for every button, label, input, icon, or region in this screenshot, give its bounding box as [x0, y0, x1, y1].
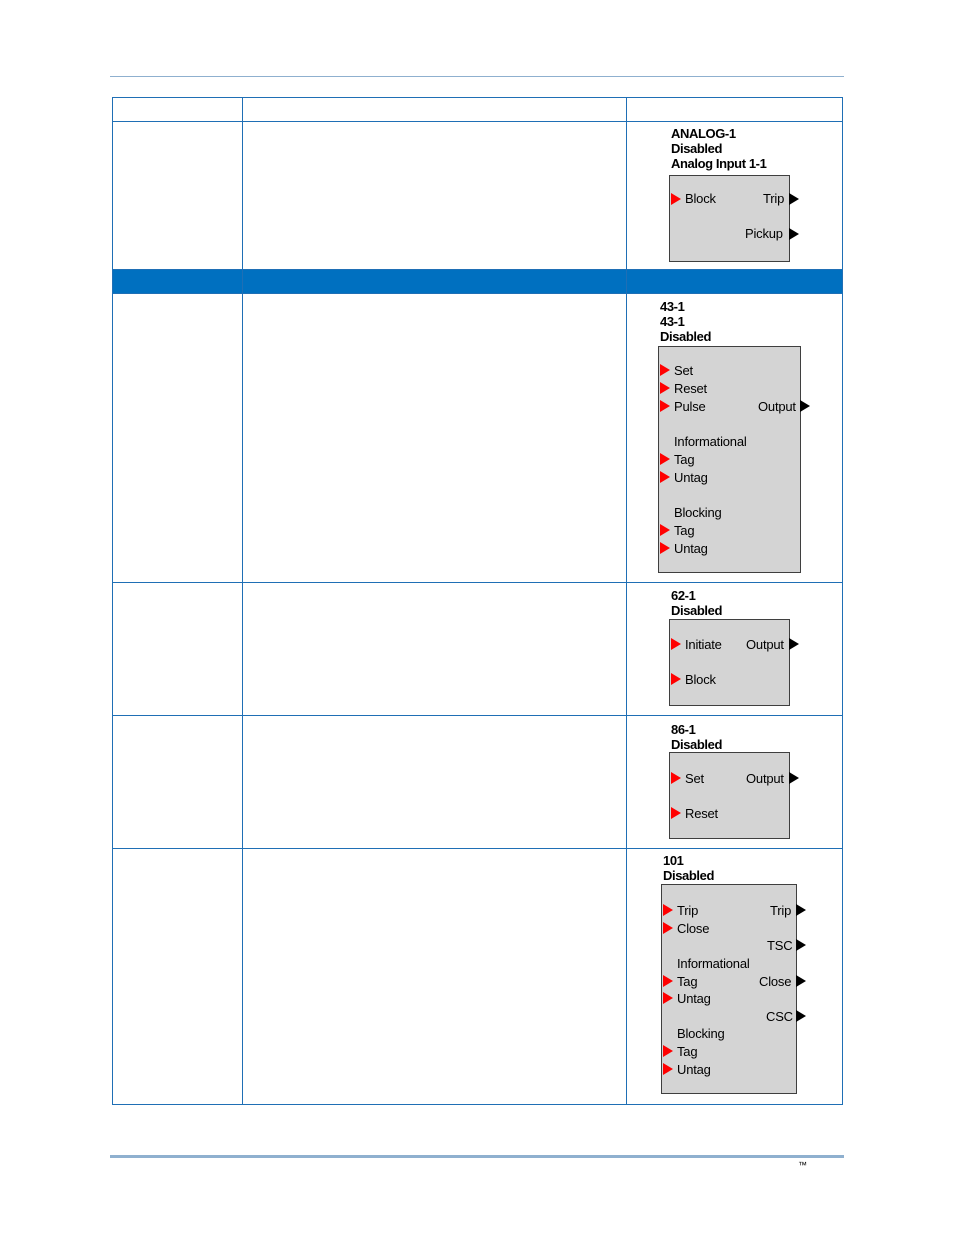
header-cell-symbol: [627, 98, 843, 122]
analog-1-block: [627, 122, 841, 268]
input-arrow-icon: [663, 1045, 673, 1057]
input-label-initiate: Initiate: [685, 637, 722, 652]
input-label-tag: Tag: [677, 1044, 698, 1059]
input-label-reset: Reset: [685, 806, 718, 821]
input-label-set: Set: [685, 771, 704, 786]
header-cell-name: [113, 98, 243, 122]
table-row: [113, 849, 843, 1105]
input-arrow-icon: [660, 471, 670, 483]
input-label-trip: Trip: [677, 903, 699, 918]
header-cell-description: [243, 98, 627, 122]
name-cell: [113, 583, 243, 716]
block-status: Disabled: [671, 737, 722, 752]
input-label-block: Block: [685, 672, 716, 687]
symbol-cell: [627, 294, 843, 583]
input-label-close: Close: [677, 921, 710, 936]
table-row: [113, 122, 843, 270]
86-1-block: [627, 716, 841, 847]
input-arrow-icon: [663, 904, 673, 916]
output-arrow-icon: [796, 975, 806, 987]
input-arrow-icon: [663, 975, 673, 987]
101-block: [627, 849, 841, 1103]
output-arrow-icon: [796, 939, 806, 951]
block-titles: [663, 853, 714, 883]
header-rule: [110, 76, 844, 77]
name-cell: [113, 122, 243, 270]
output-arrow-icon: [800, 400, 810, 412]
output-arrow-icon: [789, 193, 799, 205]
description-cell: [243, 716, 627, 849]
block-body: [669, 752, 790, 839]
output-label-close: Close: [759, 974, 792, 989]
table-header-row: [113, 98, 843, 122]
output-arrow-icon: [789, 772, 799, 784]
output-arrow-icon: [789, 638, 799, 650]
name-cell: [113, 294, 243, 583]
block-status: Disabled: [663, 868, 714, 883]
input-arrow-icon: [660, 524, 670, 536]
block-titles: [671, 126, 766, 171]
symbol-cell: [627, 122, 843, 270]
symbol-cell: [627, 716, 843, 849]
input-arrow-icon: [671, 673, 681, 685]
input-arrow-icon: [663, 922, 673, 934]
block-titles: [660, 299, 711, 344]
input-arrow-icon: [671, 807, 681, 819]
group-label-informational: Informational: [677, 956, 750, 971]
input-label-tag: Tag: [674, 452, 695, 467]
block-title: 86-1: [671, 722, 696, 737]
block-title: ANALOG-1: [671, 126, 736, 141]
block-status: Disabled: [660, 329, 711, 344]
block-title: 62-1: [671, 588, 696, 603]
symbol-cell: [627, 849, 843, 1105]
description-cell: [243, 122, 627, 270]
input-arrow-icon: [660, 364, 670, 376]
output-label-trip: Trip: [763, 191, 785, 206]
output-arrow-icon: [789, 228, 799, 240]
input-label-pulse: Pulse: [674, 399, 706, 414]
62-1-block: [627, 583, 841, 714]
table-row: [113, 294, 843, 583]
output-label-output: Output: [758, 399, 796, 414]
section-band: [113, 270, 843, 294]
input-arrow-icon: [671, 193, 681, 205]
input-arrow-icon: [663, 1063, 673, 1075]
description-cell: [243, 849, 627, 1105]
input-label-set: Set: [674, 363, 693, 378]
trademark-symbol: ™: [798, 1160, 807, 1170]
input-label-untag: Untag: [674, 541, 708, 556]
input-arrow-icon: [671, 638, 681, 650]
symbol-cell: [627, 583, 843, 716]
input-label-reset: Reset: [674, 381, 707, 396]
output-label-pickup: Pickup: [745, 226, 783, 241]
input-arrow-icon: [663, 992, 673, 1004]
block-status: Disabled: [671, 603, 722, 618]
input-arrow-icon: [671, 772, 681, 784]
description-cell: [243, 583, 627, 716]
description-cell: [243, 294, 627, 583]
output-label-trip: Trip: [770, 903, 792, 918]
output-label-output: Output: [746, 771, 784, 786]
input-label-untag: Untag: [677, 991, 711, 1006]
group-label-blocking: Blocking: [674, 505, 722, 520]
input-label-block: Block: [685, 191, 716, 206]
input-label-untag: Untag: [674, 470, 708, 485]
input-arrow-icon: [660, 382, 670, 394]
output-arrow-icon: [796, 1010, 806, 1022]
block-status: Disabled: [671, 141, 722, 156]
output-label-csc: CSC: [766, 1009, 793, 1024]
input-label-tag: Tag: [674, 523, 695, 538]
input-arrow-icon: [660, 542, 670, 554]
group-label-informational: Informational: [674, 434, 747, 449]
block-titles: [671, 722, 722, 752]
block-body: [669, 619, 790, 706]
input-label-untag: Untag: [677, 1062, 711, 1077]
block-title: 43-1: [660, 299, 685, 314]
output-label-tsc: TSC: [767, 938, 793, 953]
block-subtitle: Analog Input 1-1: [671, 156, 767, 171]
block-title: 101: [663, 853, 684, 868]
43-1-block: [627, 294, 841, 581]
name-cell: [113, 716, 243, 849]
input-label-tag: Tag: [677, 974, 698, 989]
output-label-output: Output: [746, 637, 784, 652]
block-titles: [671, 588, 722, 618]
logic-element-table: [112, 97, 843, 1105]
input-arrow-icon: [660, 400, 670, 412]
block-subtitle: 43-1: [660, 314, 685, 329]
name-cell: [113, 849, 243, 1105]
output-arrow-icon: [796, 904, 806, 916]
group-label-blocking: Blocking: [677, 1026, 725, 1041]
block-body: [669, 175, 790, 262]
input-arrow-icon: [660, 453, 670, 465]
footer-rule: [110, 1155, 844, 1158]
table-row: [113, 583, 843, 716]
table-row: [113, 716, 843, 849]
